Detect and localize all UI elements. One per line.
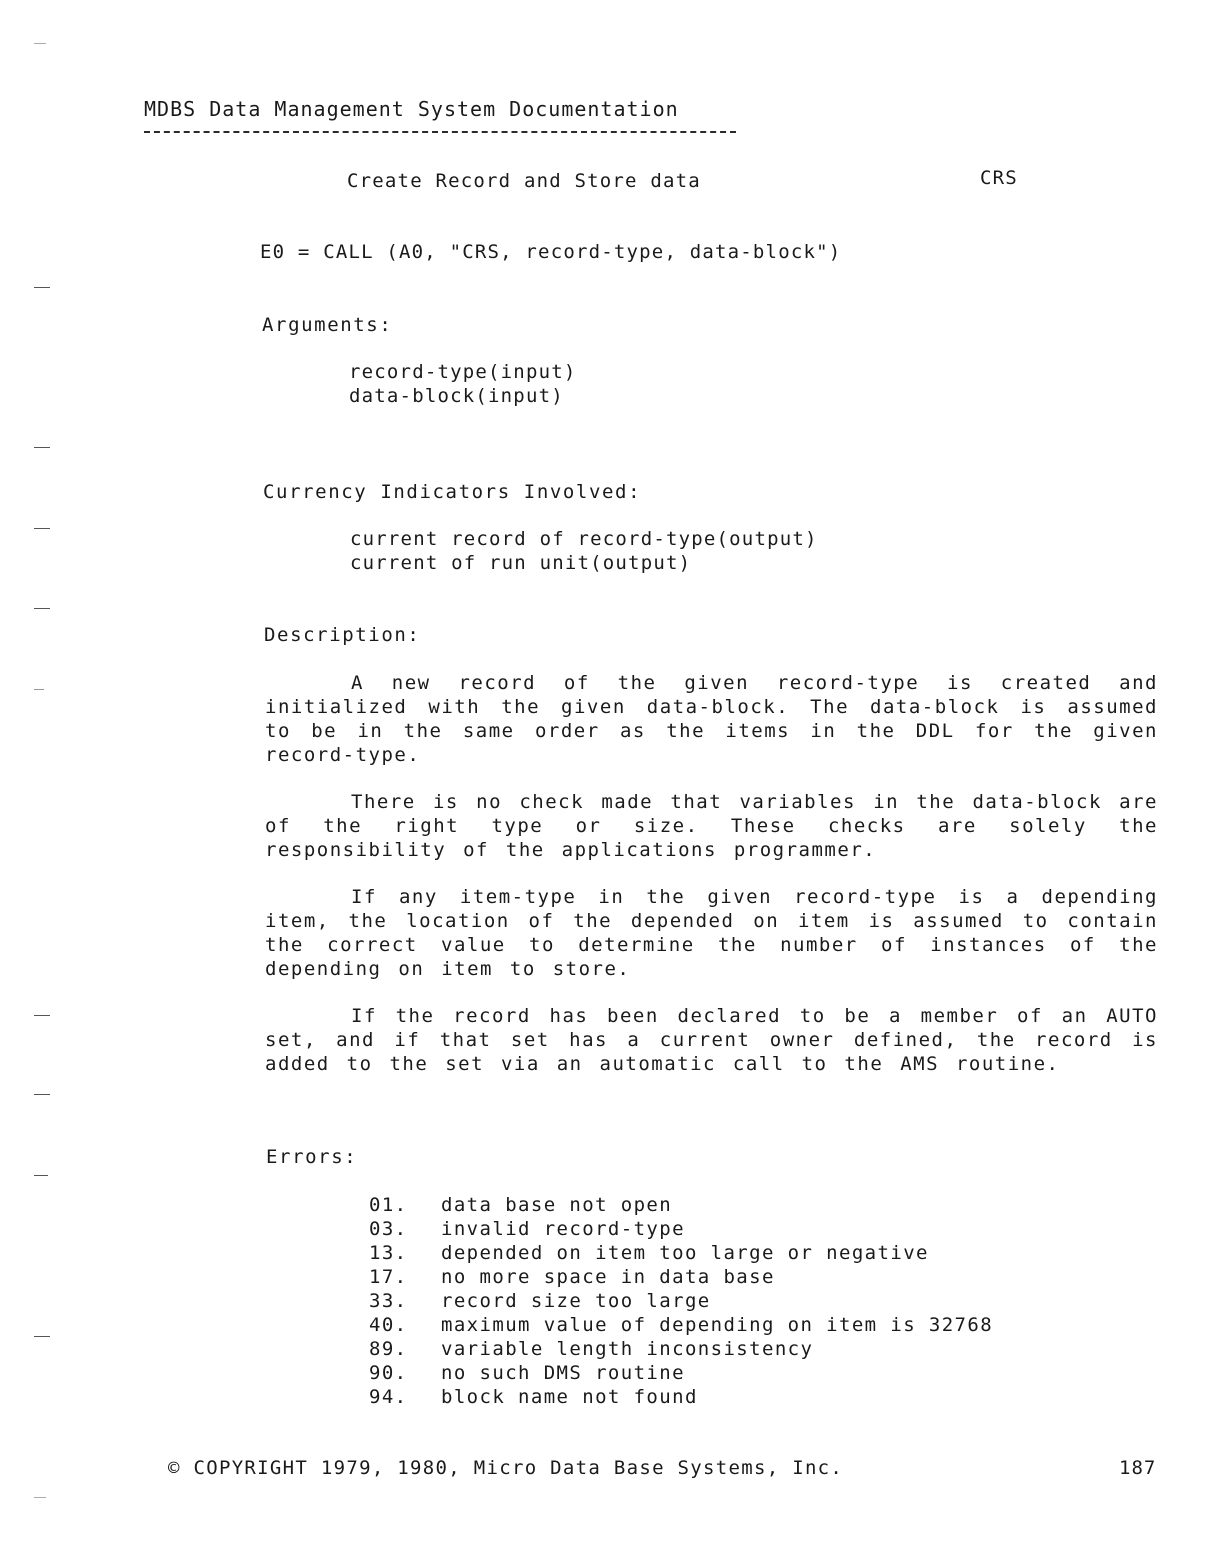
margin-mark xyxy=(34,1175,48,1176)
errors-list xyxy=(369,1193,993,1409)
error-item xyxy=(369,1361,993,1385)
error-item xyxy=(369,1217,993,1241)
errors-heading: Errors: xyxy=(266,1146,358,1168)
arguments-heading: Arguments: xyxy=(262,314,393,336)
header-rule xyxy=(144,131,736,133)
error-text: block name not found xyxy=(441,1386,698,1408)
error-code: 90. xyxy=(369,1362,408,1384)
error-code: 17. xyxy=(369,1266,408,1288)
error-code: 89. xyxy=(369,1338,408,1360)
error-item xyxy=(369,1241,993,1265)
description-paragraph: If any item-type in the given record-type is a depending item, the location of the depended on item is assumed to contain the correct value to determine the number of instances of the depending on item to store. xyxy=(265,886,1158,980)
margin-mark xyxy=(34,287,50,288)
error-text: record size too large xyxy=(441,1290,711,1312)
error-item xyxy=(369,1193,993,1217)
error-code: 01. xyxy=(369,1194,408,1216)
error-text: maximum value of depending on item is 32768 xyxy=(441,1314,994,1336)
currency-list xyxy=(350,527,818,575)
error-code: 33. xyxy=(369,1290,408,1312)
error-text: depended on item too large or negative xyxy=(441,1242,929,1264)
error-item xyxy=(369,1289,993,1313)
argument-item: data-block(input) xyxy=(349,385,564,407)
margin-mark xyxy=(34,1015,50,1016)
error-code: 94. xyxy=(369,1386,408,1408)
description-paragraph: If the record has been declared to be a member of an AUTO set, and if that set has a current owner defined, the record is added to the set via an automatic call to the AMS routine. xyxy=(265,1005,1158,1075)
currency-item: current record of record-type(output) xyxy=(350,528,818,550)
margin-mark xyxy=(34,447,50,448)
description-paragraph: A new record of the given record-type is created and initialized with the given data-block. The data-block is assumed to be in the same order as the items in the DDL for the given record-type. xyxy=(265,672,1158,766)
description-heading: Description: xyxy=(264,624,421,646)
error-text: invalid record-type xyxy=(441,1218,685,1240)
error-text: no such DMS routine xyxy=(441,1362,685,1384)
currency-heading: Currency Indicators Involved: xyxy=(263,481,642,503)
description-paragraph: There is no check made that variables in the data-block are of the right type or size. These checks are solely the responsibility of the applications programmer. xyxy=(265,791,1158,861)
error-text: no more space in data base xyxy=(441,1266,775,1288)
error-code: 40. xyxy=(369,1314,408,1336)
page-number: 187 xyxy=(1119,1457,1157,1479)
currency-item: current of run unit(output) xyxy=(350,552,692,574)
error-text: data base not open xyxy=(441,1194,673,1216)
call-syntax: E0 = CALL (A0, "CRS, record-type, data-block") xyxy=(260,241,842,263)
error-code: 13. xyxy=(369,1242,408,1264)
copyright-footer: © COPYRIGHT 1979, 1980, Micro Data Base Systems, Inc. xyxy=(168,1457,844,1479)
margin-mark xyxy=(34,1094,50,1095)
argument-item: record-type(input) xyxy=(349,361,577,383)
margin-mark xyxy=(34,608,50,609)
error-code: 03. xyxy=(369,1218,408,1240)
margin-mark xyxy=(34,1336,50,1337)
margin-mark xyxy=(34,43,46,44)
error-text: variable length inconsistency xyxy=(441,1338,814,1360)
routine-code: CRS xyxy=(980,167,1018,189)
margin-mark xyxy=(34,1497,46,1498)
error-item xyxy=(369,1385,993,1409)
margin-mark xyxy=(34,528,50,529)
page-header-title: MDBS Data Management System Documentation xyxy=(144,97,679,121)
error-item xyxy=(369,1313,993,1337)
error-item xyxy=(369,1337,993,1361)
routine-title: Create Record and Store data xyxy=(347,170,701,192)
error-item xyxy=(369,1265,993,1289)
margin-mark xyxy=(34,689,44,690)
arguments-list xyxy=(349,360,577,408)
